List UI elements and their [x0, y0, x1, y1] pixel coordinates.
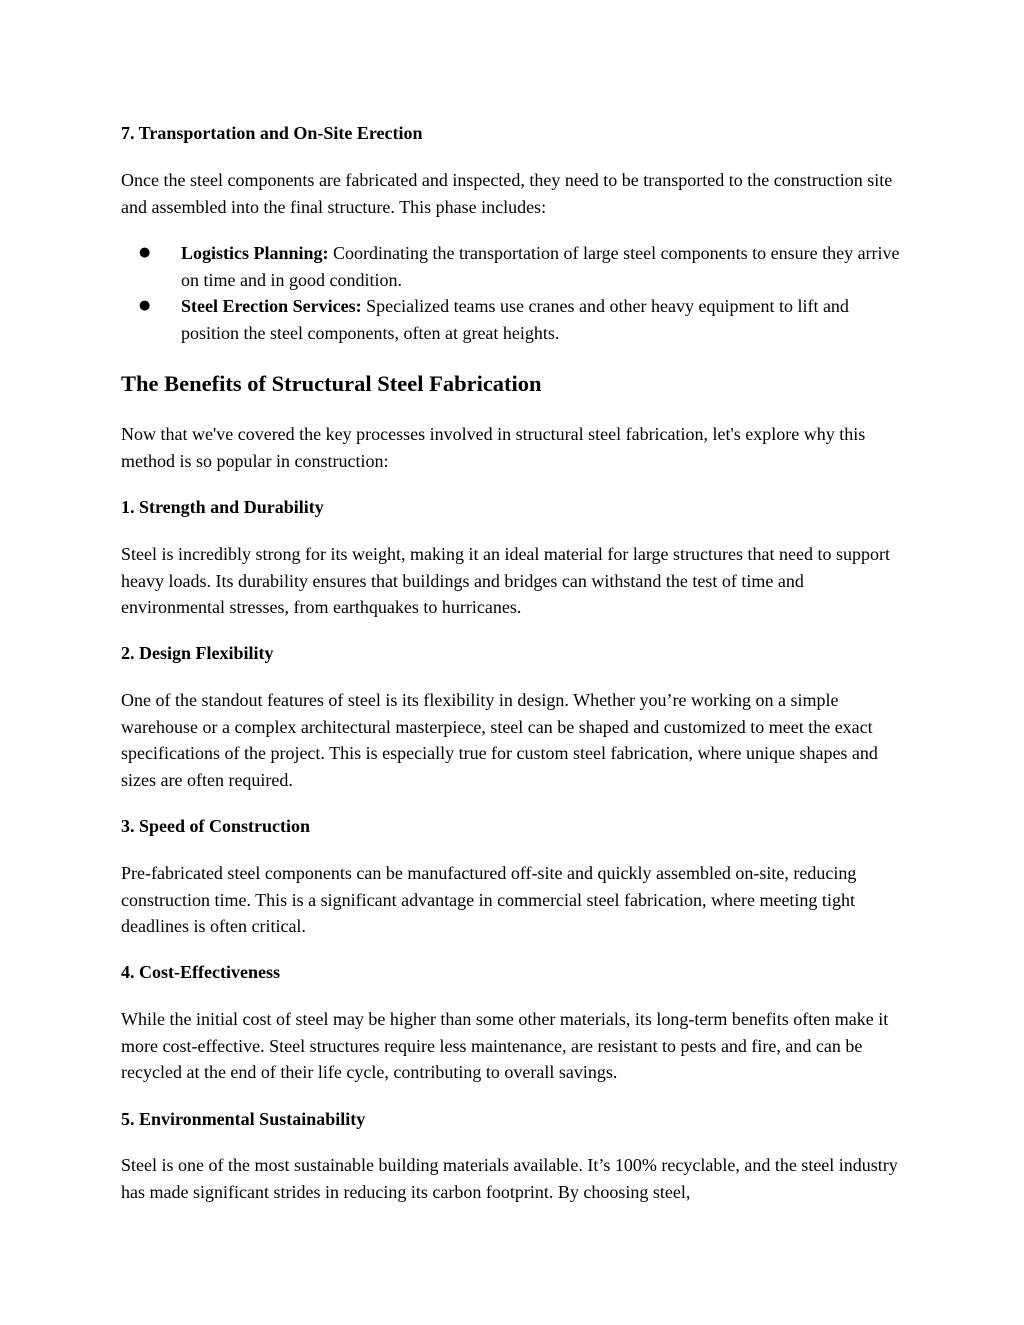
benefit-title: 5. Environmental Sustainability	[121, 1109, 366, 1129]
bullet-term: Logistics Planning:	[181, 243, 329, 263]
benefit-text: One of the standout features of steel is its flexibility in design. Whether you’re working on a simple warehouse or a complex architectural masterpiece, steel can be shaped and customized to meet the exact specifications of the project. This is especially true for custom steel fabrication, where unique shapes and sizes are often required.	[121, 690, 878, 790]
bullet-icon: ●	[139, 298, 151, 313]
benefit-text: While the initial cost of steel may be higher than some other materials, its long-term benefits often make it more cost-effective. Steel structures require less maintenance, are resistant to pests and fire, and can be recycled at the end of their life cycle, contributing to overall savings.	[121, 1009, 889, 1082]
bullet-text: Coordinating the transportation of large steel components to ensure they arrive on time and in good condition.	[181, 243, 900, 290]
section-7-intro: Once the steel components are fabricated and inspected, they need to be transported to the construction site and assembled into the final structure. This phase includes:	[121, 170, 893, 217]
section-7-bullet-list	[121, 240, 911, 346]
section-7-title: 7. Transportation and On-Site Erection	[121, 123, 423, 143]
bullet-text: Specialized teams use cranes and other heavy equipment to lift and position the steel components, often at great heights.	[181, 296, 849, 343]
benefit-title: 3. Speed of Construction	[121, 816, 311, 836]
benefit-title: 2. Design Flexibility	[121, 643, 274, 663]
benefits-heading: The Benefits of Structural Steel Fabrication	[121, 371, 542, 396]
benefit-text: Pre-fabricated steel components can be manufactured off-site and quickly assembled on-site, reducing construction time. This is a significant advantage in commercial steel fabrication, where meeting tight deadlines is often critical.	[121, 863, 857, 936]
bullet-icon: ●	[139, 245, 151, 260]
list-item	[121, 240, 911, 293]
benefit-text: Steel is incredibly strong for its weight, making it an ideal material for large structures that need to support heavy loads. Its durability ensures that buildings and bridges can withstand the test of time and environmental stresses, from earthquakes to hurricanes.	[121, 544, 890, 617]
benefit-title: 4. Cost-Effectiveness	[121, 962, 280, 982]
benefit-text: Steel is one of the most sustainable building materials available. It’s 100% recyclable, and the steel industry has made significant strides in reducing its carbon footprint. By choosing steel,	[121, 1155, 898, 1202]
list-item	[121, 293, 911, 346]
benefits-intro: Now that we've covered the key processes involved in structural steel fabrication, let's explore why this method is so popular in construction:	[121, 424, 866, 471]
benefit-title: 1. Strength and Durability	[121, 497, 324, 517]
bullet-term: Steel Erection Services:	[181, 296, 362, 316]
